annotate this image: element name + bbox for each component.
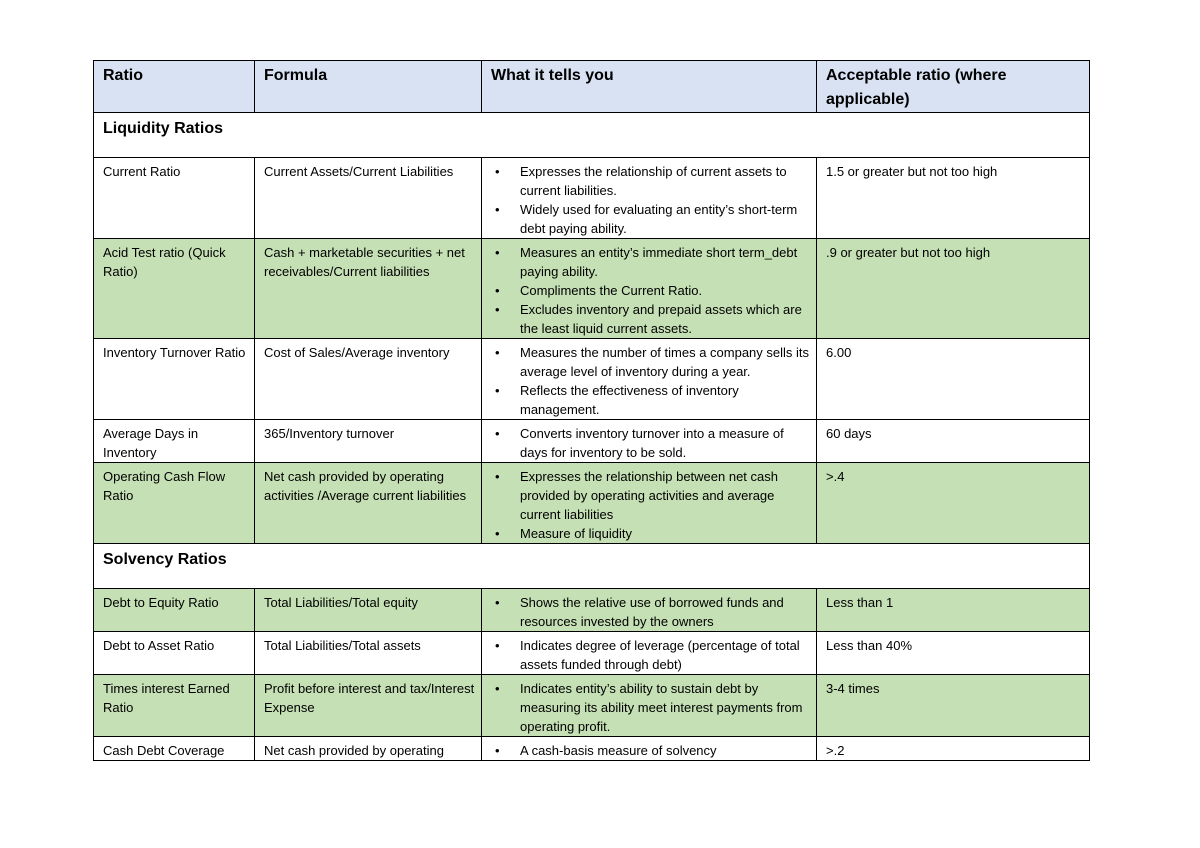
header-ratio: Ratio xyxy=(94,61,255,113)
acceptable-ratio-cell: >.2 xyxy=(817,737,1090,761)
bullet-text: Compliments the Current Ratio. xyxy=(520,283,703,298)
formula-cell: Current Assets/Current Liabilities xyxy=(255,158,482,239)
description-cell xyxy=(482,420,817,463)
list-item xyxy=(491,636,810,674)
ratio-name-cell: Debt to Equity Ratio xyxy=(94,589,255,632)
bullet-list xyxy=(491,424,810,462)
bullet-icon: • xyxy=(495,345,500,360)
table-row xyxy=(94,632,1090,675)
list-item xyxy=(491,162,810,200)
formula-cell: Net cash provided by operating activities /Average current liabilities xyxy=(255,463,482,544)
bullet-icon: • xyxy=(495,202,500,217)
bullet-icon: • xyxy=(495,638,500,653)
acceptable-ratio-cell: >.4 xyxy=(817,463,1090,544)
bullet-icon: • xyxy=(495,595,500,610)
list-item xyxy=(491,524,810,543)
bullet-icon: • xyxy=(495,526,500,541)
bullet-list xyxy=(491,741,810,760)
bullet-text: Shows the relative use of borrowed funds and resources invested by the owners xyxy=(520,595,784,629)
acceptable-ratio-cell: 3-4 times xyxy=(817,675,1090,737)
formula-cell: Profit before interest and tax/Interest Expense xyxy=(255,675,482,737)
ratio-name-cell: Cash Debt Coverage xyxy=(94,737,255,761)
acceptable-ratio-cell: .9 or greater but not too high xyxy=(817,239,1090,339)
list-item xyxy=(491,200,810,238)
financial-ratios-table xyxy=(93,60,1090,761)
bullet-text: Excludes inventory and prepaid assets which are the least liquid current assets. xyxy=(520,302,802,336)
bullet-text: Expresses the relationship of current assets to current liabilities. xyxy=(520,164,787,198)
bullet-text: A cash-basis measure of solvency xyxy=(520,743,717,758)
description-cell xyxy=(482,239,817,339)
formula-cell: Total Liabilities/Total assets xyxy=(255,632,482,675)
bullet-text: Expresses the relationship between net cash provided by operating activities and average current liabilities xyxy=(520,469,778,522)
table-header-row xyxy=(94,61,1090,113)
acceptable-ratio-cell: Less than 40% xyxy=(817,632,1090,675)
table-row xyxy=(94,463,1090,544)
bullet-text: Indicates degree of leverage (percentage of total assets funded through debt) xyxy=(520,638,800,672)
ratio-name-cell: Operating Cash Flow Ratio xyxy=(94,463,255,544)
section-title: Liquidity Ratios xyxy=(94,113,1090,158)
table-row xyxy=(94,158,1090,239)
bullet-list xyxy=(491,679,810,736)
bullet-text: Reflects the effectiveness of inventory management. xyxy=(520,383,739,417)
section-title: Solvency Ratios xyxy=(94,544,1090,589)
bullet-list xyxy=(491,343,810,419)
acceptable-ratio-cell: Less than 1 xyxy=(817,589,1090,632)
bullet-list xyxy=(491,162,810,238)
list-item xyxy=(491,593,810,631)
acceptable-ratio-cell: 6.00 xyxy=(817,339,1090,420)
bullet-text: Widely used for evaluating an entity’s short-term debt paying ability. xyxy=(520,202,798,236)
bullet-text: Measure of liquidity xyxy=(520,526,632,541)
section-row xyxy=(94,113,1090,158)
bullet-list xyxy=(491,243,810,338)
table-row xyxy=(94,737,1090,761)
header-formula: Formula xyxy=(255,61,482,113)
formula-cell: Net cash provided by operating xyxy=(255,737,482,761)
bullet-icon: • xyxy=(495,302,500,317)
bullet-icon: • xyxy=(495,245,500,260)
bullet-list xyxy=(491,467,810,543)
table-row xyxy=(94,239,1090,339)
header-what-it-tells-you: What it tells you xyxy=(482,61,817,113)
formula-cell: Total Liabilities/Total equity xyxy=(255,589,482,632)
bullet-text: Indicates entity’s ability to sustain debt by measuring its ability meet interest payments from operating profit. xyxy=(520,681,803,734)
bullet-text: Converts inventory turnover into a measure of days for inventory to be sold. xyxy=(520,426,784,460)
list-item xyxy=(491,381,810,419)
description-cell xyxy=(482,463,817,544)
table-row xyxy=(94,420,1090,463)
list-item xyxy=(491,467,810,524)
formula-cell: Cash + marketable securities + net receivables/Current liabilities xyxy=(255,239,482,339)
list-item xyxy=(491,281,810,300)
ratio-name-cell: Times interest Earned Ratio xyxy=(94,675,255,737)
list-item xyxy=(491,343,810,381)
formula-cell: Cost of Sales/Average inventory xyxy=(255,339,482,420)
bullet-list xyxy=(491,593,810,631)
ratio-name-cell: Current Ratio xyxy=(94,158,255,239)
description-cell xyxy=(482,589,817,632)
ratio-name-cell: Inventory Turnover Ratio xyxy=(94,339,255,420)
bullet-text: Measures the number of times a company sells its average level of inventory during a year. xyxy=(520,345,810,379)
table-row xyxy=(94,675,1090,737)
description-cell xyxy=(482,158,817,239)
bullet-icon: • xyxy=(495,469,500,484)
header-acceptable-ratio: Acceptable ratio (where applicable) xyxy=(817,61,1090,113)
acceptable-ratio-cell: 1.5 or greater but not too high xyxy=(817,158,1090,239)
description-cell xyxy=(482,339,817,420)
list-item xyxy=(491,300,810,338)
formula-cell: 365/Inventory turnover xyxy=(255,420,482,463)
bullet-icon: • xyxy=(495,164,500,179)
table-body xyxy=(94,113,1090,761)
list-item xyxy=(491,243,810,281)
section-row xyxy=(94,544,1090,589)
ratio-name-cell: Average Days in Inventory xyxy=(94,420,255,463)
description-cell xyxy=(482,675,817,737)
bullet-icon: • xyxy=(495,681,500,696)
bullet-icon: • xyxy=(495,283,500,298)
description-cell xyxy=(482,632,817,675)
bullet-text: Measures an entity’s immediate short term_debt paying ability. xyxy=(520,245,798,279)
ratio-name-cell: Acid Test ratio (Quick Ratio) xyxy=(94,239,255,339)
list-item xyxy=(491,679,810,736)
bullet-list xyxy=(491,636,810,674)
bullet-icon: • xyxy=(495,426,500,441)
acceptable-ratio-cell: 60 days xyxy=(817,420,1090,463)
ratio-name-cell: Debt to Asset Ratio xyxy=(94,632,255,675)
bullet-icon: • xyxy=(495,743,500,758)
description-cell xyxy=(482,737,817,761)
list-item xyxy=(491,424,810,462)
bullet-icon: • xyxy=(495,383,500,398)
table-row xyxy=(94,339,1090,420)
table-row xyxy=(94,589,1090,632)
list-item xyxy=(491,741,810,760)
